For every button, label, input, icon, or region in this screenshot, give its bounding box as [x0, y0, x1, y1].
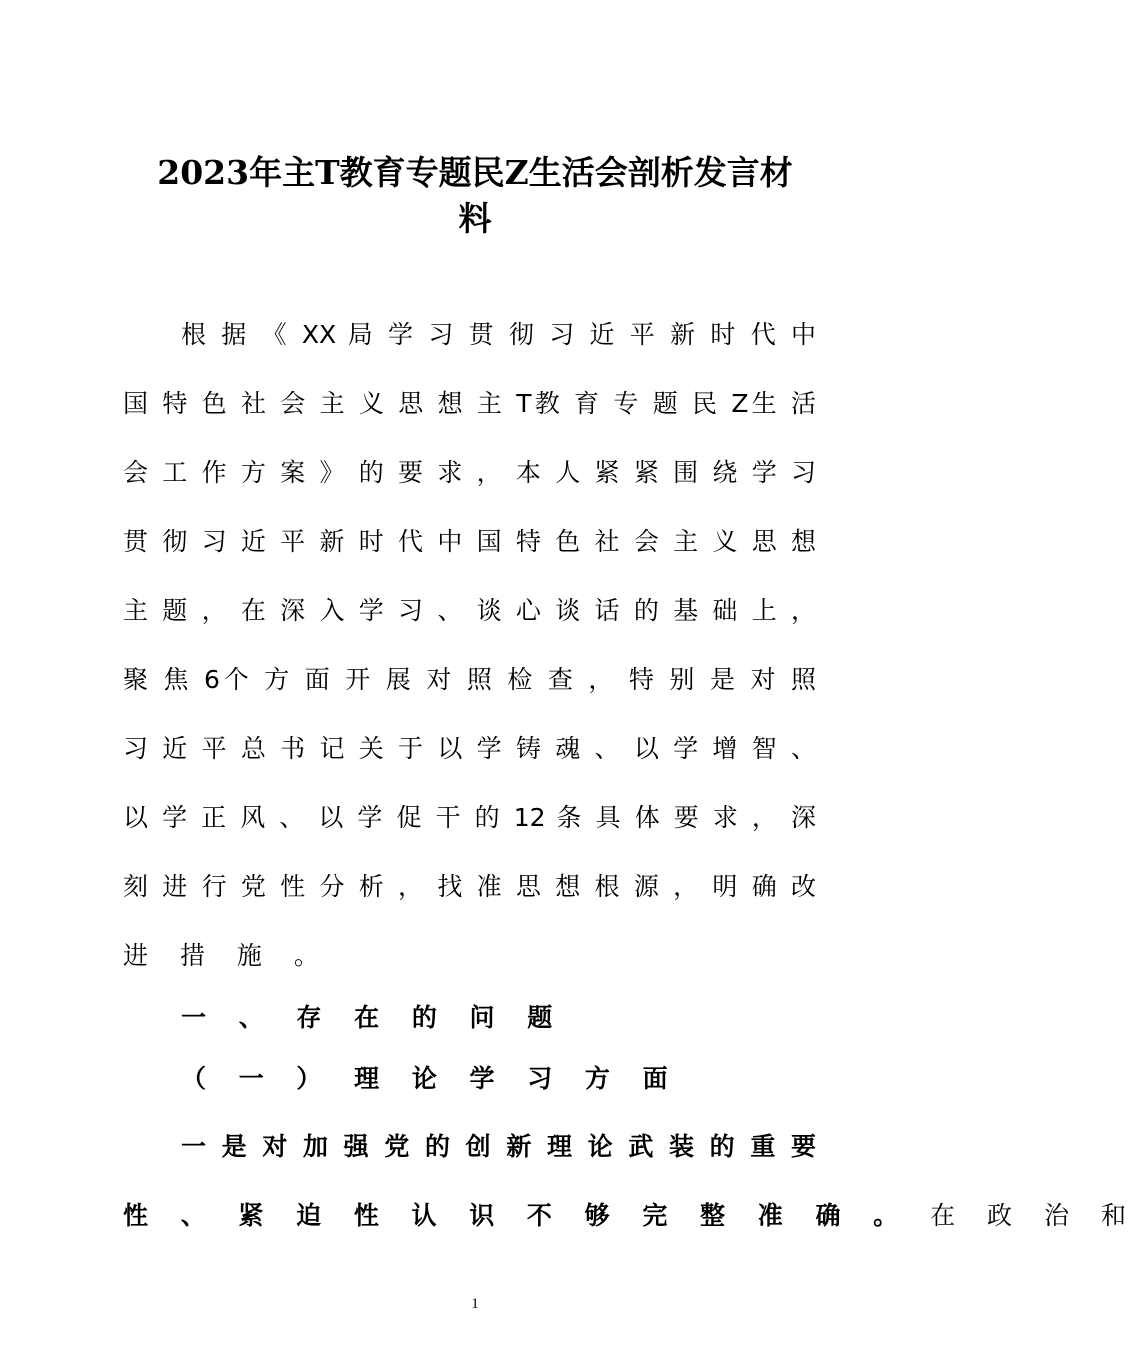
section-heading: 一 、 存 在 的 问 题: [181, 1003, 565, 1032]
intro-line: 进 措 施 。: [123, 941, 331, 970]
subsection-heading: （ 一 ） 理 论 学 习 方 面: [181, 1064, 680, 1093]
title-line-2: 料: [458, 199, 492, 238]
intro-line: 聚 焦 6个 方 面 开 展 对 照 检 查 ， 特 别 是 对 照: [123, 665, 816, 694]
intro-line: 主 题 ， 在 深 入 学 习 、 谈 心 谈 话 的 基 础 上 ，: [123, 596, 816, 625]
intro-line: 根 据 《 XX 局 学 习 贯 彻 习 近 平 新 时 代 中: [181, 320, 816, 349]
intro-line: 以 学 正 风 、 以 学 促 干 的 12 条 具 体 要 求 ， 深: [123, 803, 816, 832]
document-body: [123, 300, 1138, 1250]
page-number: 1: [471, 1296, 479, 1312]
intro-line: 刻 进 行 党 性 分 析 ， 找 准 思 想 根 源 ， 明 确 改: [123, 872, 816, 901]
point-emphasis: 性 、 紧 迫 性 认 识 不 够 完 整 准 确 。: [123, 1201, 911, 1230]
document-title: [100, 150, 850, 242]
intro-line: 会 工 作 方 案 》 的 要 求 ， 本 人 紧 紧 围 绕 学 习: [123, 458, 816, 487]
intro-line: 习 近 平 总 书 记 关 于 以 学 铸 魂 、 以 学 增 智 、: [123, 734, 816, 763]
intro-line: 贯 彻 习 近 平 新 时 代 中 国 特 色 社 会 主 义 思 想: [123, 527, 816, 556]
intro-line: 国 特 色 社 会 主 义 思 想 主 T教 育 专 题 民 Z生 活: [123, 389, 816, 418]
title-line-1: 2023年主T教育专题民Z生活会剖析发言材: [157, 153, 793, 192]
point-line: 一 是 对 加 强 党 的 创 新 理 论 武 装 的 重 要: [181, 1132, 816, 1161]
point-continuation: 在 政 治 和: [910, 1201, 1138, 1230]
point-line: [123, 1181, 1138, 1250]
